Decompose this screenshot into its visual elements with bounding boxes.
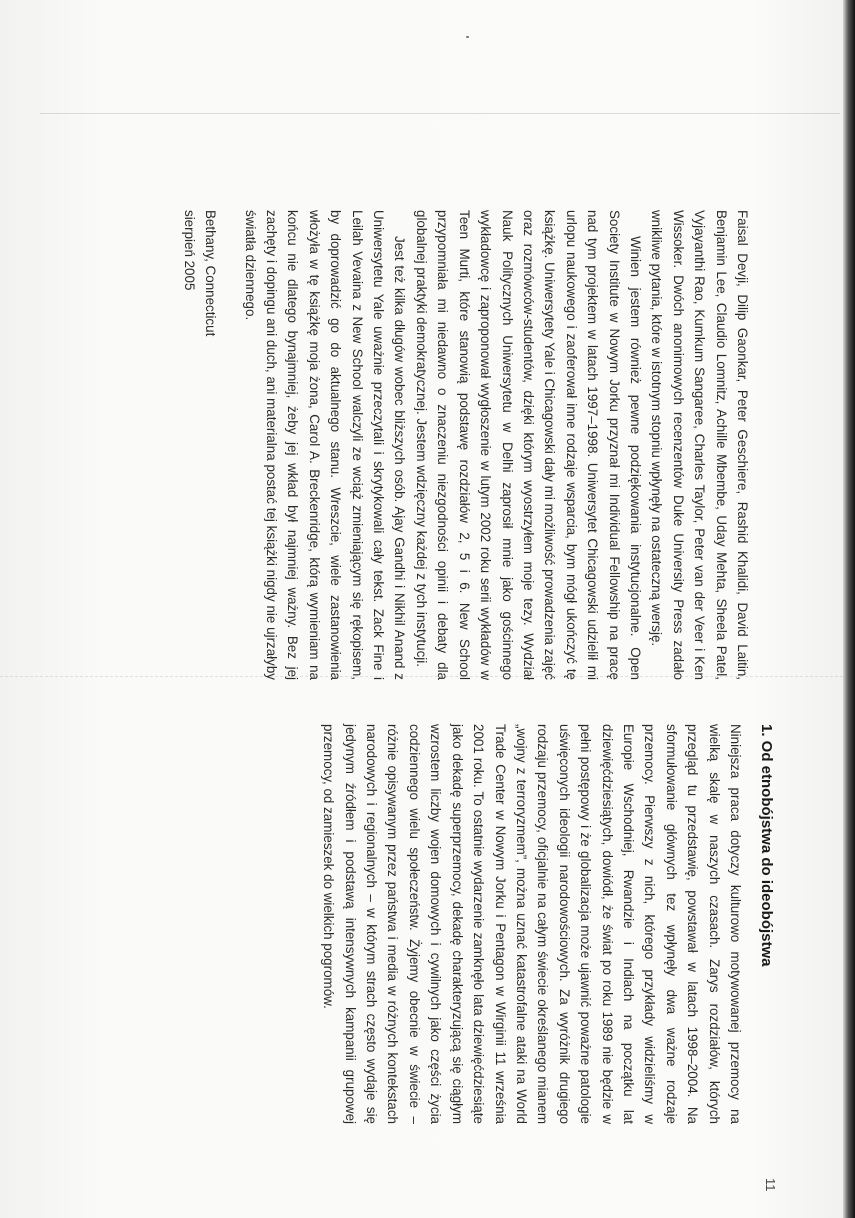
acknowledgements-paragraph-2: Winien jestem również pewne podziękowania instytucjonalne. Open Society Institute w Nowym Jorku przyznał mi Individual Fellowship na pracę nad tym projektem w latach 1997–1998. Uniwersytet Chicagowski udzielił mi urlopu naukowego i zaoferował inne rodzaje wsparcia, bym mógł ukończyć tę książkę. Uniwersytety Yale i Chicagowski dały mi możliwość prowadzenia zajęć oraz rozmówców-studentów, dzięki którym wyostrzyłem moje tezy. Wydział Nauk Politycznych Uniwersytetu w Delhi zaprosił mnie jako gościnnego wykładowcę i zaproponował wygłoszenie w lutym 2002 roku serii wykładów w Teen Murti, które stanowią podstawę rozdziałów 2, 5 i 6. New School przypomniała mi niedawno o znaczeniu niezgodności opinii i debaty dla globalnej praktyki demokratycznej. Jestem wdzięczny każdej z tych instytucji. <box>413 210 643 680</box>
page-edge-line <box>40 113 840 114</box>
left-page-text <box>178 210 753 680</box>
signature-block <box>178 210 221 680</box>
right-page-text <box>318 724 776 1124</box>
chapter-title: 1. Od etnobójstwa do ideobójstwa <box>758 724 775 967</box>
acknowledgements-paragraph-1: Faisal Devji, Dilip Gaonkar, Peter Geschiere, Rashid Khalidi, David Laitin, Benjamin Lee, Claudio Lomnitz, Achille Mbembe, Uday Mehta, Sheela Patel, Vyjayanthi Rao, Kumkum Sangaree, Charles Taylor, Peter van der Veer i Ken Wissoker. Dwóch anonimowych recenzentów Duke University Press zadało wnikliwe pytania, które w istotnym stopniu wpłynęły na ostateczną wersję. <box>649 210 750 680</box>
scanner-edge-shadow <box>843 0 855 1218</box>
page-number: 11 <box>763 1178 778 1192</box>
chapter-intro-paragraph: Niniejsza praca dotyczy kulturowo motywowanej przemocy na wielką skalę w naszych czasach. Zarys rozdziałów, których przegląd tu przedstawię, powstawał w latach 1998–2004. Na sformułowanie głównych tez wpłynęły dwa ważne rodzaje przemocy. Pierwszy z nich, którego przykłady widzieliśmy w Europie Wschodniej, Rwandzie i Indiach na początku lat dziewięćdziesiątych, dowiódł, że świat po roku 1989 nie będzie w pełni postępowy i że globalizacja może ujawnić poważne patologie uświęconych ideologii narodowościowych. Za wyróżnik drugiego rodzaju przemocy, oficjalnie na całym świecie określanego mianem „wojny z terroryzmem”, można uznać katastrofalne ataki na World Trade Center w Nowym Jorku i Pentagon w Wirginii 11 września 2001 roku. To ostatnie wydarzenie zamknęło lata dziewięćdziesiąte jako dekadę superprzemocy, dekadę charakteryzującą się ciągłym wzrostem liczby wojen domowych i cywilnych jako części życia codziennego wielu społeczeństw. Żyjemy obecnie w świecie – różnie opisywanym przez państwa i media w różnych kontekstach narodowych i regionalnych – w którym strach często wydaje się jedynym źródłem i podstawą intensywnych kampanii grupowej przemocy, od zamieszek do wielkich pogromów. <box>321 724 743 1124</box>
signature-date: sierpień 2005 <box>181 210 197 291</box>
acknowledgements-paragraph-3: Jest też kilka długów wobec bliższych osób. Ajay Gandhi i Nikhil Anand z Uniwersytetu Yale uważnie przeczytali i skrytykowali cały tekst. Zack Fine i Leilah Vevaina z New School walczyli ze wciąż zmieniającym się rękopisem, by doprowadzić go do aktualnego stanu. Wreszcie, wiele zastanowienia włożyła w tę książkę moja żona, Carol A. Breckenridge, którą wymieniam na końcu nie dlatego bynajmniej, żeby jej wkład był najmniej ważny. Bez jej zachęty i dopingu ani duch, ani materialna postać tej książki nigdy nie ujrzałyby światła dziennego. <box>242 210 408 680</box>
signature-place: Bethany, Connecticut <box>203 210 219 337</box>
scan-speck <box>466 36 469 38</box>
